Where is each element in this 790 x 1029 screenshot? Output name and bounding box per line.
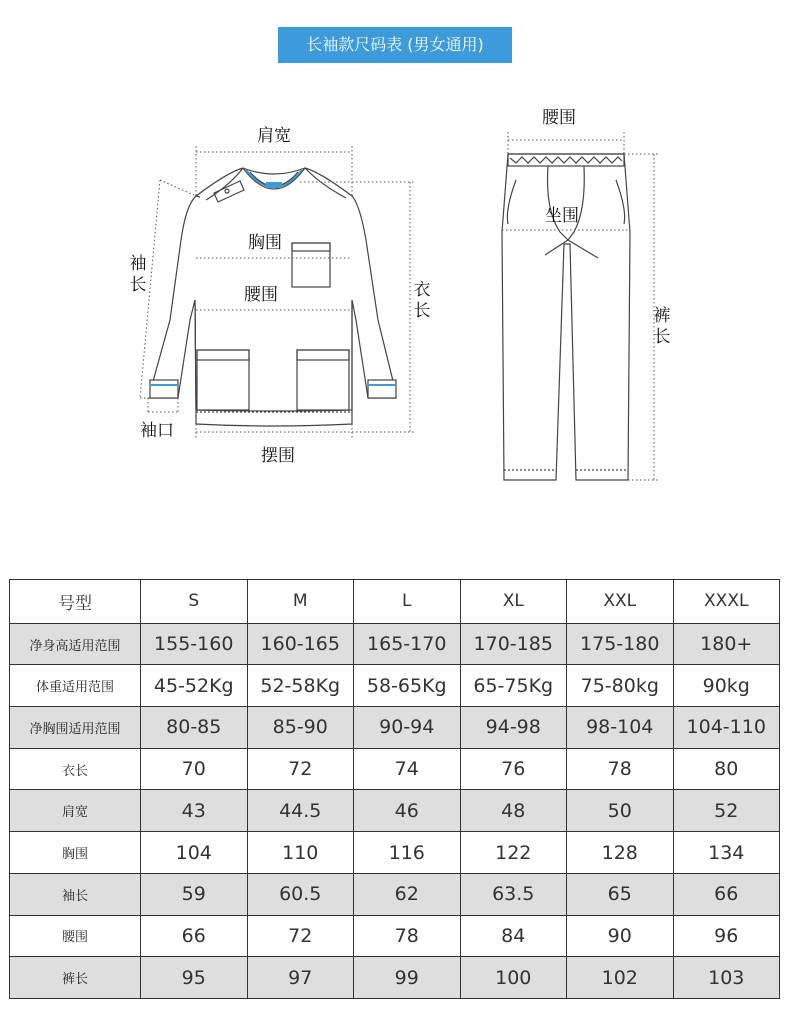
table-cell: 90-94	[354, 707, 461, 749]
body-length-label	[412, 280, 432, 322]
table-header-row	[10, 580, 780, 624]
table-cell: 110	[247, 832, 354, 874]
header-cell-size: XXL	[567, 580, 674, 624]
table-cell: 116	[354, 832, 461, 874]
table-cell: 80-85	[141, 707, 248, 749]
header-cell-size: XXXL	[673, 580, 780, 624]
table-cell: 94-98	[460, 707, 567, 749]
pants-illustration	[502, 154, 630, 480]
table-cell: 180+	[673, 623, 780, 665]
shoulder-width-label: 肩宽	[257, 126, 291, 146]
table-cell: 104	[141, 832, 248, 874]
hip-label: 坐围	[545, 206, 579, 226]
table-cell: 175-180	[567, 623, 674, 665]
table-cell: 46	[354, 790, 461, 832]
row-label-cell: 肩宽	[10, 790, 141, 832]
table-cell: 122	[460, 832, 567, 874]
table-cell: 66	[141, 915, 248, 957]
table-cell: 98-104	[567, 707, 674, 749]
table-cell: 59	[141, 873, 248, 915]
table-cell: 103	[673, 957, 780, 999]
cuff-label: 袖口	[140, 421, 174, 441]
waist-label: 腰围	[244, 285, 278, 305]
body-length-char-2: 长	[413, 301, 431, 321]
table-cell: 90	[567, 915, 674, 957]
table-cell: 170-185	[460, 623, 567, 665]
pants-length-char-1: 裤	[653, 306, 671, 326]
table-cell: 85-90	[247, 707, 354, 749]
table-cell: 44.5	[247, 790, 354, 832]
table-cell: 72	[247, 915, 354, 957]
table-row	[10, 957, 780, 999]
row-label-cell: 体重适用范围	[10, 665, 141, 707]
header-cell-size: L	[354, 580, 461, 624]
table-cell: 97	[247, 957, 354, 999]
sleeve-length-char-1: 袖	[129, 254, 147, 274]
table-cell: 45-52Kg	[141, 665, 248, 707]
table-cell: 50	[567, 790, 674, 832]
body-length-char-1: 衣	[413, 280, 431, 300]
table-row	[10, 623, 780, 665]
header-cell-size: XL	[460, 580, 567, 624]
table-cell: 90kg	[673, 665, 780, 707]
header-cell-size-type: 号型	[10, 580, 141, 624]
table-cell: 65	[567, 873, 674, 915]
row-label-cell: 衣长	[10, 748, 141, 790]
table-cell: 62	[354, 873, 461, 915]
table-row	[10, 915, 780, 957]
hem-label: 摆围	[261, 446, 295, 466]
pants-waist-label: 腰围	[542, 108, 576, 128]
row-label-cell: 袖长	[10, 873, 141, 915]
table-cell: 52	[673, 790, 780, 832]
table-row	[10, 873, 780, 915]
row-label-cell: 净身高适用范围	[10, 623, 141, 665]
table-cell: 100	[460, 957, 567, 999]
table-row	[10, 748, 780, 790]
size-table	[9, 579, 780, 999]
table-cell: 65-75Kg	[460, 665, 567, 707]
table-cell: 99	[354, 957, 461, 999]
table-cell: 95	[141, 957, 248, 999]
table-cell: 52-58Kg	[247, 665, 354, 707]
row-label-cell: 净胸围适用范围	[10, 707, 141, 749]
table-cell: 75-80kg	[567, 665, 674, 707]
table-cell: 160-165	[247, 623, 354, 665]
row-label-cell: 腰围	[10, 915, 141, 957]
table-cell: 78	[567, 748, 674, 790]
header-cell-size: M	[247, 580, 354, 624]
table-cell: 72	[247, 748, 354, 790]
table-row	[10, 665, 780, 707]
table-cell: 102	[567, 957, 674, 999]
table-cell: 76	[460, 748, 567, 790]
table-cell: 134	[673, 832, 780, 874]
table-cell: 58-65Kg	[354, 665, 461, 707]
pants-length-char-2: 长	[653, 327, 671, 347]
sleeve-length-label	[128, 254, 148, 296]
size-chart-title: 长袖款尺码表 (男女通用)	[278, 27, 512, 63]
table-cell: 43	[141, 790, 248, 832]
table-row	[10, 832, 780, 874]
table-cell: 70	[141, 748, 248, 790]
table-cell: 84	[460, 915, 567, 957]
table-cell: 60.5	[247, 873, 354, 915]
table-cell: 155-160	[141, 623, 248, 665]
table-cell: 48	[460, 790, 567, 832]
sleeve-length-char-2: 长	[129, 275, 147, 295]
table-cell: 104-110	[673, 707, 780, 749]
table-row	[10, 790, 780, 832]
table-cell: 63.5	[460, 873, 567, 915]
header-cell-size: S	[141, 580, 248, 624]
table-cell: 80	[673, 748, 780, 790]
row-label-cell: 裤长	[10, 957, 141, 999]
table-cell: 96	[673, 915, 780, 957]
table-cell: 66	[673, 873, 780, 915]
table-row	[10, 707, 780, 749]
chest-label: 胸围	[248, 233, 282, 253]
table-cell: 74	[354, 748, 461, 790]
table-cell: 128	[567, 832, 674, 874]
table-cell: 78	[354, 915, 461, 957]
pants-length-label	[652, 306, 672, 348]
row-label-cell: 胸围	[10, 832, 141, 874]
table-cell: 165-170	[354, 623, 461, 665]
